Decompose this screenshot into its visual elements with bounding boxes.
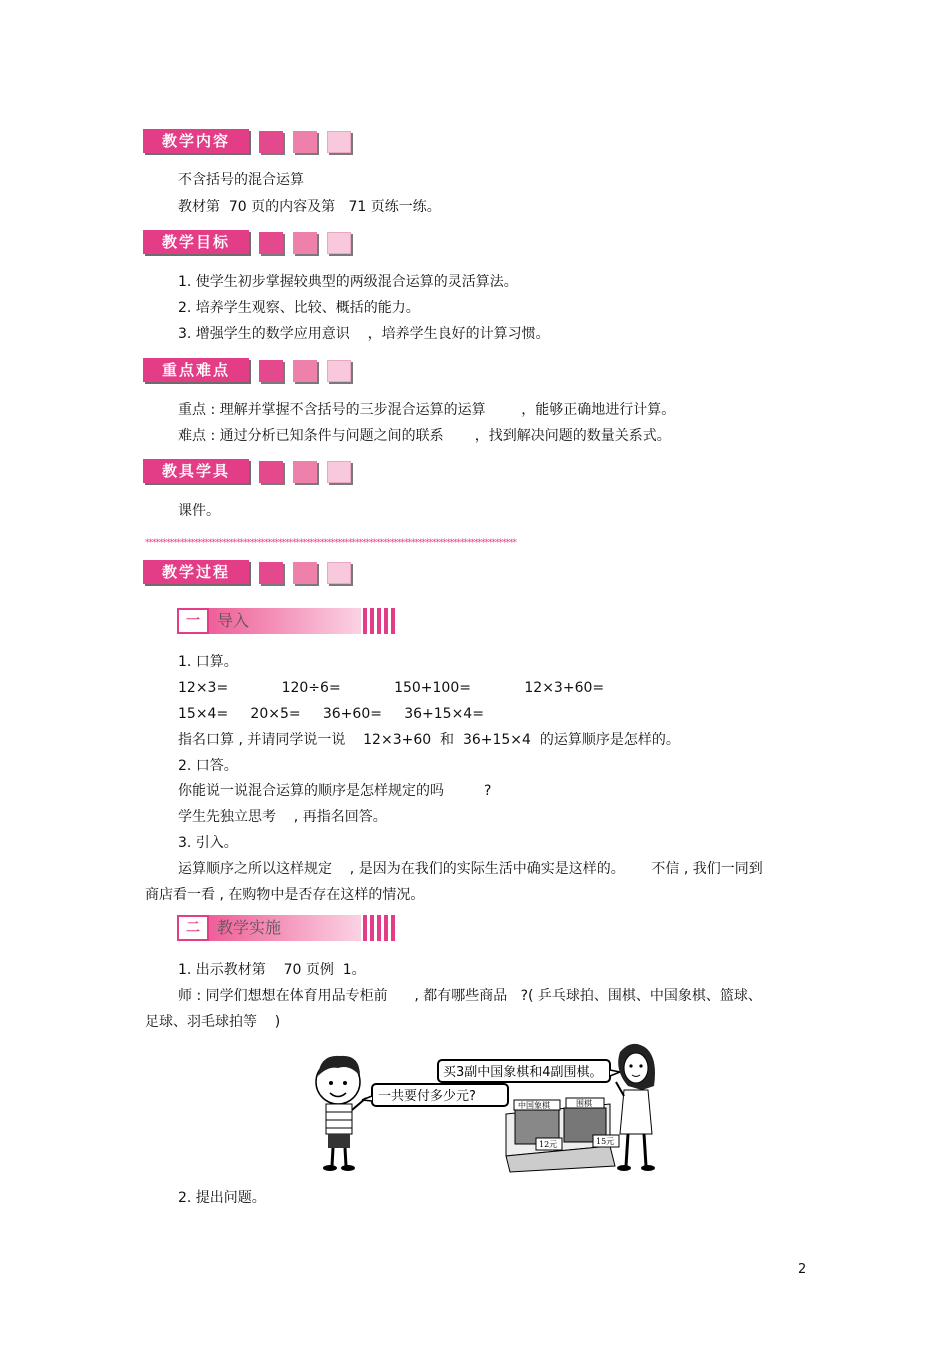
text-line: 足球、羽毛球拍等 ) — [145, 1014, 281, 1030]
text-line: 12×3= 120÷6= 150+100= 12×3+60= — [178, 680, 605, 696]
subsection-title: 导入 — [209, 608, 361, 634]
section-title: 教学过程 — [143, 560, 249, 584]
text-line: 重点 : 理解并掌握不含括号的三步混合运算的运算 ，能够正确地进行计算。 — [178, 402, 676, 418]
section-title: 重点难点 — [143, 358, 249, 382]
star-divider: ********************************************************************************************************** — [145, 538, 516, 548]
text-line: 师 : 同学们想想在体育用品专柜前 , 都有哪些商品 ?( 乒乓球拍、围棋、中国象棋、篮球、 — [178, 988, 762, 1004]
shop-counter — [506, 1098, 619, 1172]
text-line: 指名口算 , 并请同学说一说 12×3+60 和 36+15×4 的运算顺序是怎样的。 — [178, 732, 680, 748]
text-line: 课件。 — [178, 503, 220, 519]
subsection-number: 一 — [177, 608, 209, 634]
decor-square — [293, 232, 317, 254]
decor-square — [293, 562, 317, 584]
decor-square — [293, 131, 317, 153]
decor-square — [327, 232, 351, 254]
decor-square — [259, 562, 283, 584]
price-tag: 12元 — [539, 1140, 558, 1149]
boy-speech: 一共要付多少元? — [378, 1089, 476, 1104]
text-line: 商店看一看 , 在购物中是否存在这样的情况。 — [145, 887, 425, 903]
decor-square — [327, 360, 351, 382]
shop-illustration — [310, 1038, 670, 1174]
decor-square — [259, 131, 283, 153]
text-line: 3. 引入。 — [178, 835, 238, 851]
text-line: 你能说一说混合运算的顺序是怎样规定的吗 ? — [178, 783, 492, 799]
text-line: 1. 使学生初步掌握较典型的两级混合运算的灵活算法。 — [178, 274, 518, 290]
text-line: 学生先独立思考 , 再指名回答。 — [178, 809, 387, 825]
girl-figure — [616, 1044, 655, 1171]
price-tag: 15元 — [596, 1137, 615, 1146]
text-line: 2. 口答。 — [178, 758, 238, 774]
decor-square — [327, 131, 351, 153]
text-line: 15×4= 20×5= 36+60= 36+15×4= — [178, 706, 484, 722]
text-line: 2. 培养学生观察、比较、概括的能力。 — [178, 300, 420, 316]
section-header-goals — [143, 230, 353, 256]
text-line: 运算顺序之所以这样规定 , 是因为在我们的实际生活中确实是这样的。 不信 , 我们一同到 — [178, 861, 763, 877]
section-header-process — [143, 560, 353, 586]
decor-square — [259, 232, 283, 254]
decor-square — [293, 461, 317, 483]
label-chinese-chess: 中国象棋 — [518, 1101, 550, 1110]
section-header-tools — [143, 459, 353, 485]
decor-stripes — [363, 608, 395, 634]
section-header-content — [143, 129, 353, 155]
text-line: 3. 增强学生的数学应用意识 ，培养学生良好的计算习惯。 — [178, 326, 550, 342]
subsection-header-implementation — [177, 915, 395, 939]
subsection-title: 教学实施 — [209, 915, 361, 941]
text-line: 教材第 70 页的内容及第 71 页练一练。 — [178, 199, 441, 215]
text-line: 2. 提出问题。 — [178, 1190, 266, 1206]
boy-figure — [316, 1056, 366, 1171]
section-title: 教学目标 — [143, 230, 249, 254]
section-title: 教具学具 — [143, 459, 249, 483]
subsection-number: 二 — [177, 915, 209, 941]
decor-square — [259, 461, 283, 483]
girl-speech: 买3副中国象棋和4副围棋。 — [443, 1065, 603, 1080]
decor-stripes — [363, 915, 395, 941]
subsection-header-intro — [177, 608, 395, 632]
text-line: 1. 口算。 — [178, 654, 238, 670]
section-title: 教学内容 — [143, 129, 249, 153]
page-number: 2 — [798, 1262, 807, 1277]
decor-square — [327, 562, 351, 584]
decor-square — [293, 360, 317, 382]
text-line: 难点 : 通过分析已知条件与问题之间的联系 ，找到解决问题的数量关系式。 — [178, 428, 671, 444]
decor-square — [259, 360, 283, 382]
label-go: 围棋 — [576, 1099, 592, 1108]
text-line: 不含括号的混合运算 — [178, 172, 304, 188]
decor-square — [327, 461, 351, 483]
section-header-key — [143, 358, 353, 384]
text-line: 1. 出示教材第 70 页例 1。 — [178, 962, 366, 978]
